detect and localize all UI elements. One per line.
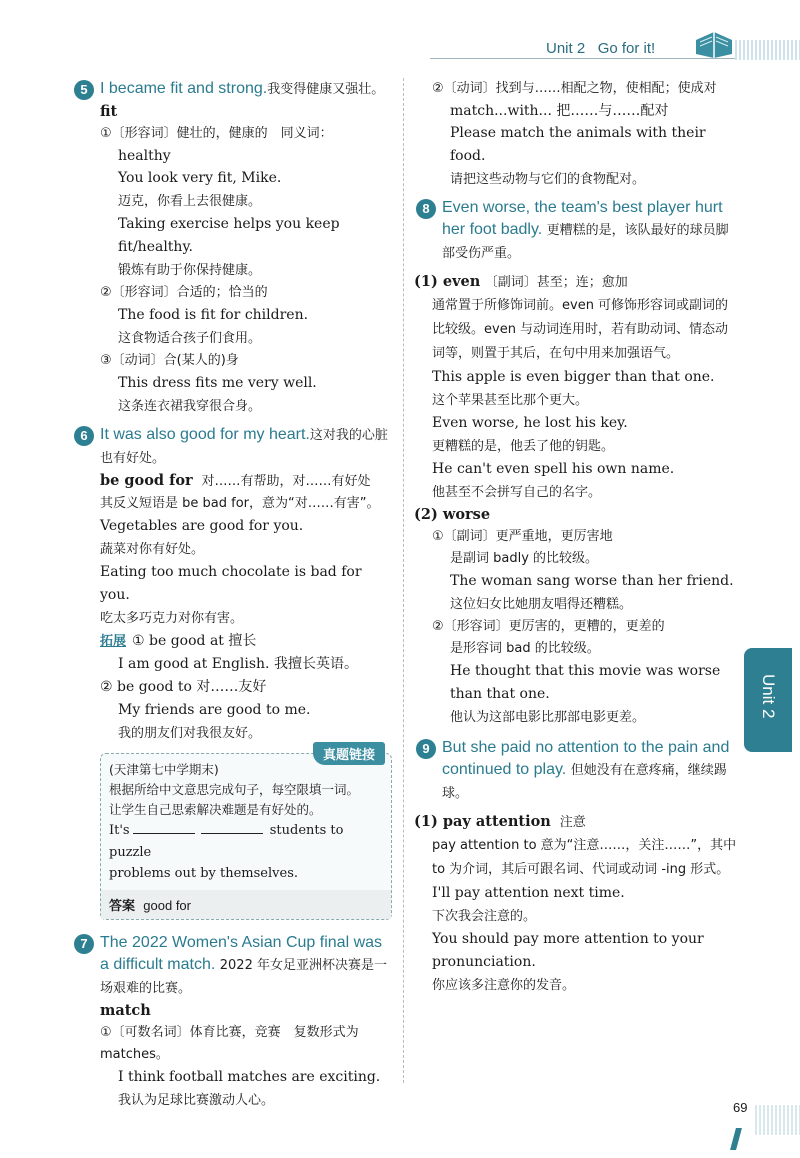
example-zh: 他认为这部电影比那部电影更差。 — [450, 710, 646, 725]
section-title: I became fit and strong.我变得健康又强壮。 — [100, 80, 385, 97]
footer-pattern — [755, 1105, 800, 1135]
unit-side-tab: Unit 2 — [744, 648, 792, 752]
section-9-body — [414, 811, 740, 997]
example-en: I am good at English. 我擅长英语。 — [118, 656, 358, 672]
blank-2[interactable] — [201, 833, 263, 834]
section-8 — [414, 197, 740, 265]
header-pattern — [735, 40, 800, 60]
example-zh: 这个苹果甚至比那个更大。 — [432, 393, 589, 408]
example-en: Even worse, he lost his key. — [432, 415, 628, 431]
book-icon — [692, 26, 736, 60]
keyword-line: be good for 对……有帮助，对……有好处 — [100, 472, 371, 489]
example-zh: 我认为足球比赛激动人心。 — [118, 1093, 275, 1108]
section-9 — [414, 737, 740, 805]
section-7-cont — [414, 78, 740, 191]
section-number: 7 — [74, 934, 94, 954]
note: pay attention to 意为“注意……，关注……”，其中 to 为介词，其后可跟名词、代词或动词 -ing 形式。 — [432, 838, 737, 877]
section-number: 8 — [416, 199, 436, 219]
example-zh: 这食物适合孩子们食用。 — [118, 331, 262, 346]
exam-question: 让学生自己思索解决难题是有好处的。 — [109, 802, 322, 817]
exam-source: (天津第七中学期末) — [109, 762, 219, 777]
left-column — [80, 78, 392, 1118]
section-8-body — [414, 271, 740, 729]
section-5 — [80, 78, 392, 418]
blank-1[interactable] — [133, 833, 195, 834]
keyword: match — [100, 1002, 151, 1019]
section-title: But she paid no attention to the pain and continued to play. 但她没有在意疼痛，继续踢球。 — [442, 739, 730, 801]
keyword-line: (1) even 〔副词〕甚至；连；愈加 — [414, 273, 628, 290]
exam-instruction: 根据所给中文意思完成句子，每空限填一词。 — [109, 782, 360, 797]
example-zh: 吃太多巧克力对你有害。 — [100, 611, 244, 626]
definition-cont: healthy — [118, 148, 171, 164]
exam-link-box — [100, 748, 392, 920]
example-zh: 我的朋友们对我很友好。 — [118, 726, 262, 741]
note: 是形容词 bad 的比较级。 — [450, 641, 600, 656]
example-en: Please match the animals with their food. — [450, 125, 706, 164]
extension-item: ② be good to 对……友好 — [100, 679, 267, 695]
example-zh: 蔬菜对你有好处。 — [100, 542, 205, 557]
example-zh: 下次我会注意的。 — [432, 909, 537, 924]
keyword-line: (1) pay attention 注意 — [414, 813, 586, 830]
section-6 — [80, 424, 392, 920]
example-zh: 这条连衣裙我穿很合身。 — [118, 399, 262, 414]
section-7 — [80, 932, 392, 1112]
definition: ①〔副词〕更严重地，更厉害地 — [432, 529, 613, 544]
definition: ②〔形容词〕更厉害的，更糟的，更差的 — [432, 619, 665, 634]
definition: ①〔可数名词〕体育比赛，竞赛 复数形式为 matches。 — [100, 1025, 359, 1062]
note: 通常置于所修饰词前。even 可修饰形容词或副词的比较级。even 与动词连用时，若有助动词、情态动词等，则置于其后，在句中用来加强语气。 — [432, 298, 729, 361]
example-en: You should pay more attention to your pronunciation. — [432, 931, 704, 970]
example-en: He thought that this movie was worse than that one. — [450, 663, 721, 702]
footer-bar — [730, 1128, 742, 1150]
example-en: The food is fit for children. — [118, 307, 309, 323]
example-en: My friends are good to me. — [118, 702, 311, 718]
exam-link-tag: 真题链接 — [313, 742, 385, 765]
example-en: Taking exercise helps you keep fit/healthy. — [118, 216, 340, 255]
definition: ①〔形容词〕健壮的，健康的 同义词： — [100, 126, 333, 141]
note: 其反义短语是 be bad for，意为“对……有害”。 — [100, 496, 380, 511]
example-zh: 请把这些动物与它们的食物配对。 — [450, 172, 646, 187]
example-zh: 你应该多注意你的发音。 — [432, 978, 576, 993]
definition-cont: match...with... 把……与……配对 — [450, 103, 669, 119]
header-title: Unit 2 Go for it! — [546, 40, 656, 57]
example-en: You look very fit, Mike. — [118, 170, 282, 186]
definition: ②〔形容词〕合适的；恰当的 — [100, 285, 268, 300]
exam-sentence: It's students to puzzle — [109, 823, 344, 860]
section-number: 9 — [416, 739, 436, 759]
example-zh: 这位妇女比她朋友唱得还糟糕。 — [450, 597, 633, 612]
answer-row: 答案 good for — [101, 890, 391, 919]
example-en: Eating too much chocolate is bad for you. — [100, 564, 362, 603]
column-separator — [403, 78, 404, 1083]
keyword: fit — [100, 103, 118, 120]
definition: ③〔动词〕合(某人的)身 — [100, 353, 239, 368]
note: 是副词 badly 的比较级。 — [450, 551, 599, 566]
section-number: 5 — [74, 80, 94, 100]
keyword: (2) worse — [414, 506, 491, 523]
page-header — [0, 0, 800, 70]
exam-sentence-cont: problems out by themselves. — [109, 866, 299, 881]
definition: ②〔动词〕找到与……相配之物，使相配；使成对 — [432, 81, 717, 96]
example-en: I think football matches are exciting. — [118, 1069, 381, 1085]
example-zh: 锻炼有助于你保持健康。 — [118, 263, 262, 278]
section-number: 6 — [74, 426, 94, 446]
page-number: 69 — [733, 1100, 748, 1115]
section-title: Even worse, the team's best player hurt her foot badly. 更糟糕的是，该队最好的球员脚部受伤严重。 — [442, 199, 729, 261]
example-en: The woman sang worse than her friend. — [450, 573, 734, 589]
section-title: It was also good for my heart.这对我的心脏也有好处。 — [100, 426, 388, 466]
example-en: This dress fits me very well. — [118, 375, 317, 391]
extension: 拓展 ① be good at 擅长 — [100, 633, 257, 649]
right-column — [414, 78, 740, 1003]
example-en: Vegetables are good for you. — [100, 518, 304, 534]
example-en: This apple is even bigger than that one. — [432, 369, 715, 385]
section-title: The 2022 Women's Asian Cup final was a difficult match. 2022 年女足亚洲杯决赛是一场艰难的比赛。 — [100, 934, 387, 996]
example-zh: 迈克，你看上去很健康。 — [118, 194, 262, 209]
example-zh: 更糟糕的是，他丢了他的钥匙。 — [432, 439, 615, 454]
example-en: He can't even spell his own name. — [432, 461, 675, 477]
example-en: I'll pay attention next time. — [432, 885, 625, 901]
example-zh: 他甚至不会拼写自己的名字。 — [432, 485, 602, 500]
